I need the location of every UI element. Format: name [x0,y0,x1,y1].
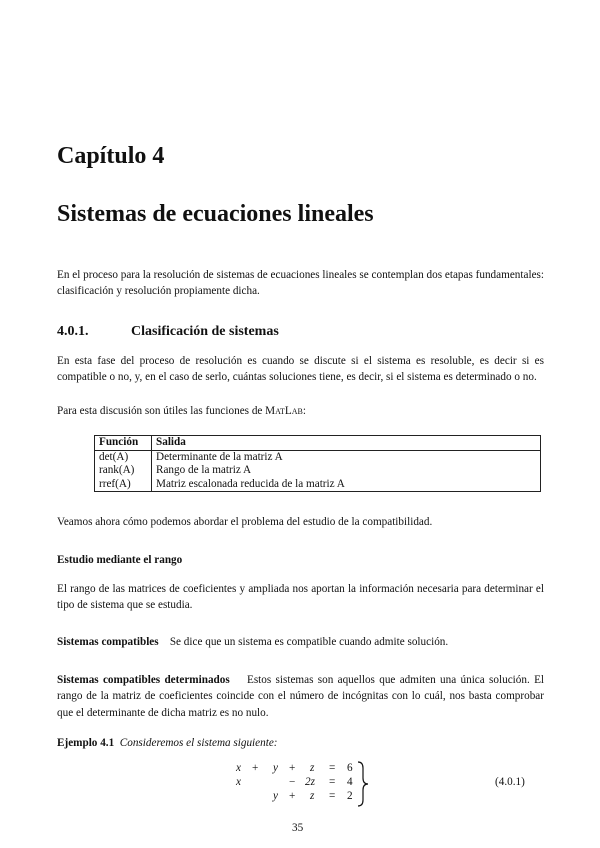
table-header-row [95,436,541,451]
table-cell-output: Determinante de la matriz A [152,450,541,464]
page-number: 35 [292,822,304,834]
table-cell-output: Rango de la matriz A [152,464,541,478]
subsection-heading: Estudio mediante el rango [57,554,183,566]
section-heading [57,324,279,340]
chapter-title: Sistemas de ecuaciones lineales [57,201,374,227]
paragraph-determinados [57,672,544,721]
table-header-output: Salida [152,436,541,451]
paragraph-functions [57,403,544,419]
example-label: Ejemplo 4.1 [57,737,115,749]
functions-prefix: Para esta discusión son útiles las funciones de [57,405,266,417]
chapter-label: Capítulo 4 [57,143,165,169]
paragraph-compatibles [57,634,544,650]
compatibles-head: Sistemas compatibles [57,636,159,648]
example-text: Consideremos el sistema siguiente: [119,737,278,749]
right-brace-icon [356,760,370,808]
paragraph-rank: El rango de las matrices de coeficientes y ampliada nos aportan la información necesaria para determinar el tipo de sistema que se estudia. [57,583,544,612]
matlab-name: MatLab [265,405,303,417]
table-row [95,478,541,492]
determinados-head: Sistemas compatibles determinados [57,674,230,686]
determinados-text: Estos sistemas son aquellos que admiten una única solución. El rango de la matriz de coeficientes coincide con el número de incógnitas con lo cuál, nos basta comprobar que el determinante de dicha matriz es no nulo. [57,674,545,719]
section-number: 4.0.1. [57,324,89,339]
table-row [95,464,541,478]
equation-number: (4.0.1) [495,776,525,788]
table-cell-function: det(A) [95,450,152,464]
section-title: Clasificación de sistemas [131,324,279,339]
table-header-function: Función [95,436,152,451]
example-line [57,735,544,751]
paragraph-discussion: En esta fase del proceso de resolución es cuando se discute si el sistema es resoluble, es decir si es compatible o no, y, en el caso de serlo, cuántas soluciones tiene, es decir, si el sistema es determinado o no. [57,355,544,384]
table-row [95,450,541,464]
intro-paragraph: En el proceso para la resolución de sistemas de ecuaciones lineales se contemplan dos etapas fundamentales: clasificación y resolución propiamente dicha. [57,269,544,298]
table-cell-function: rref(A) [95,478,152,492]
table-cell-function: rank(A) [95,464,152,478]
functions-suffix: : [302,405,306,417]
table-cell-output: Matriz escalonada reducida de la matriz A [152,478,541,492]
functions-table [94,435,541,492]
paragraph-compatibility: Veamos ahora cómo podemos abordar el problema del estudio de la compatibilidad. [57,516,433,528]
compatibles-text: Se dice que un sistema es compatible cuando admite solución. [169,636,449,648]
